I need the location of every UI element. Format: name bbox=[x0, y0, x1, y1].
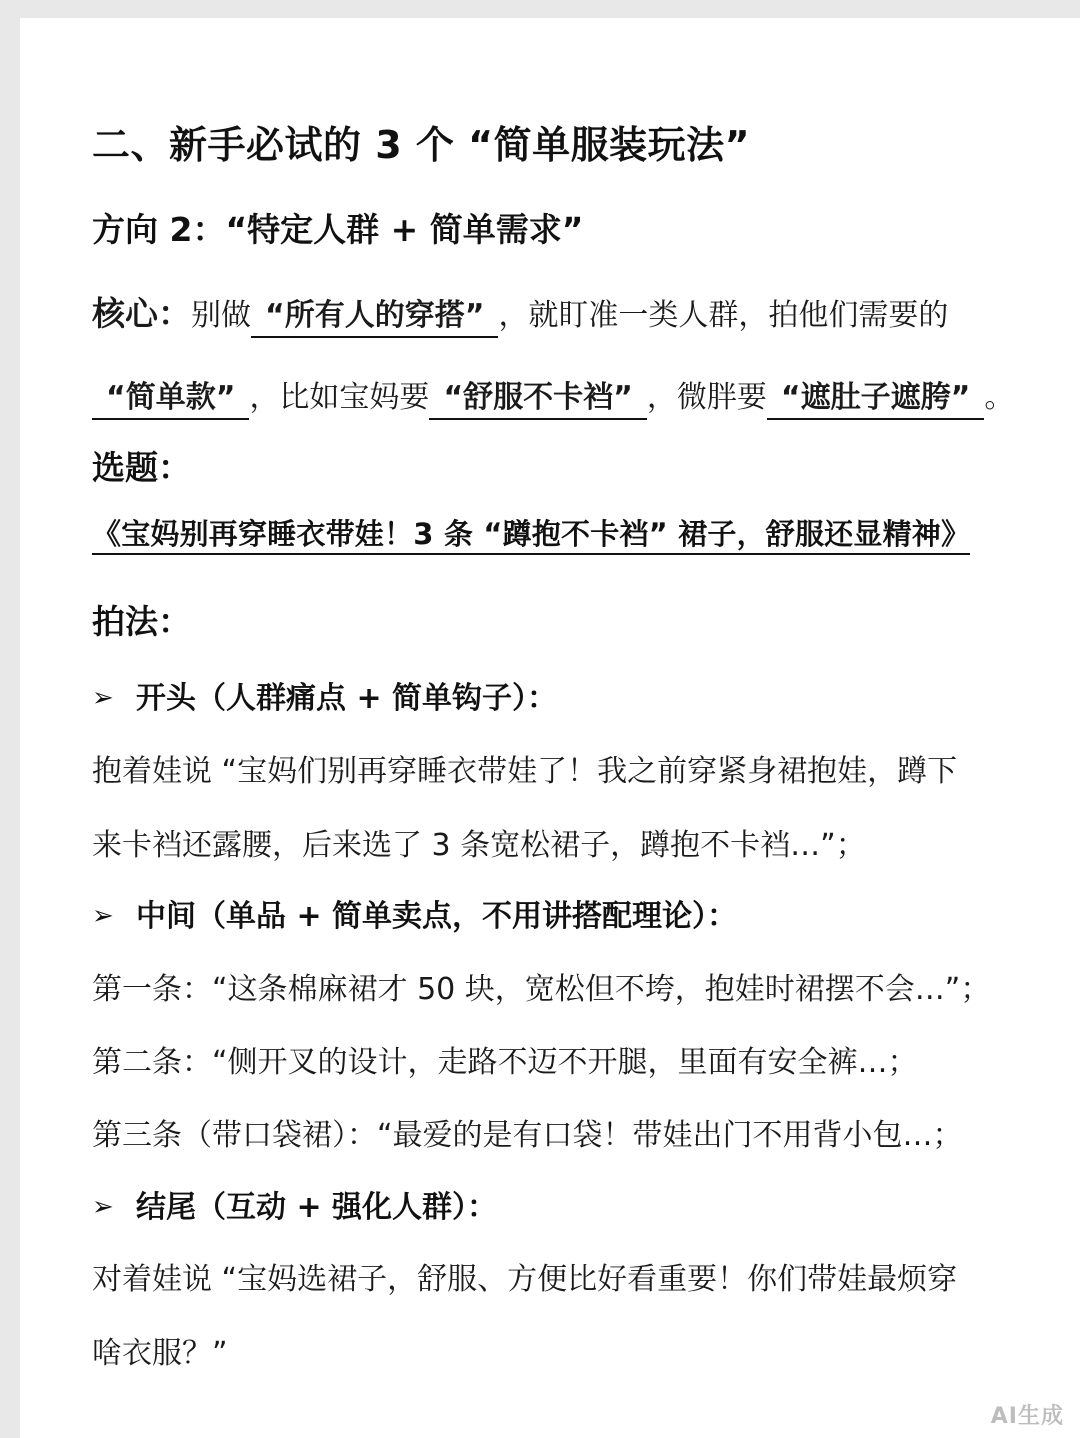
section-opening-line-1: 抱着娃说 “宝妈们别再穿睡衣带娃了！我之前穿紧身裙抱娃，蹲下 bbox=[92, 754, 958, 789]
topic-label: 选题： bbox=[92, 448, 191, 487]
core-text-5: 。 bbox=[984, 380, 1015, 415]
section-middle-line-2: 第二条：“侧开叉的设计，走路不迈不开腿，里面有安全裤…； bbox=[92, 1045, 918, 1080]
ai-generated-watermark: AI生成 bbox=[990, 1404, 1064, 1429]
core-underline-3: “舒服不卡裆” bbox=[429, 381, 646, 420]
core-underline-1: “所有人的穿搭” bbox=[251, 299, 498, 338]
section-ending-heading: ➢ 结尾（互动 + 强化人群）： bbox=[92, 1190, 498, 1225]
section-middle-line-3: 第三条（带口袋裙）：“最爱的是有口袋！带娃出门不用背小包…； bbox=[92, 1118, 963, 1153]
topic-title: 《宝妈别再穿睡衣带娃！3 条 “蹲抱不卡裆” 裙子，舒服还显精神》 bbox=[92, 518, 970, 555]
section-opening-heading: ➢ 开头（人群痛点 + 简单钩子）： bbox=[92, 681, 558, 716]
core-text-4: ，微胖要 bbox=[646, 380, 767, 415]
arrow-right-icon: ➢ bbox=[92, 683, 114, 713]
section-ending-line-2: 啥衣服？” bbox=[92, 1336, 228, 1371]
page-heading: 二、新手必试的 3 个 “简单服装玩法” bbox=[92, 123, 751, 167]
core-text-2: ，就盯准一类人群，拍他们需要的 bbox=[498, 298, 949, 333]
arrow-right-icon: ➢ bbox=[92, 901, 114, 931]
section-ending-line-1: 对着娃说 “宝妈选裙子，舒服、方便比好看重要！你们带娃最烦穿 bbox=[92, 1262, 958, 1297]
core-line-2 bbox=[92, 372, 1014, 420]
shoot-label: 拍法： bbox=[92, 602, 191, 641]
arrow-right-icon: ➢ bbox=[92, 1192, 114, 1222]
core-line-1 bbox=[92, 288, 948, 338]
document-page bbox=[20, 18, 1080, 1438]
core-underline-2: “简单款” bbox=[92, 381, 249, 420]
topic-title-line bbox=[92, 518, 970, 555]
core-label: 核心： bbox=[92, 294, 191, 333]
core-underline-4: “遮肚子遮胯” bbox=[767, 381, 984, 420]
section-middle-line-1: 第一条：“这条棉麻裙才 50 块，宽松但不垮，抱娃时裙摆不会…”； bbox=[92, 972, 991, 1007]
core-text-1: 别做 bbox=[191, 298, 251, 333]
direction-heading: 方向 2：“特定人群 + 简单需求” bbox=[92, 210, 584, 249]
core-text-3: ，比如宝妈要 bbox=[249, 380, 430, 415]
section-middle-heading: ➢ 中间（单品 + 简单卖点，不用讲搭配理论）： bbox=[92, 899, 738, 934]
section-opening-line-2: 来卡裆还露腰，后来选了 3 条宽松裙子，蹲抱不卡裆…”； bbox=[92, 828, 866, 863]
